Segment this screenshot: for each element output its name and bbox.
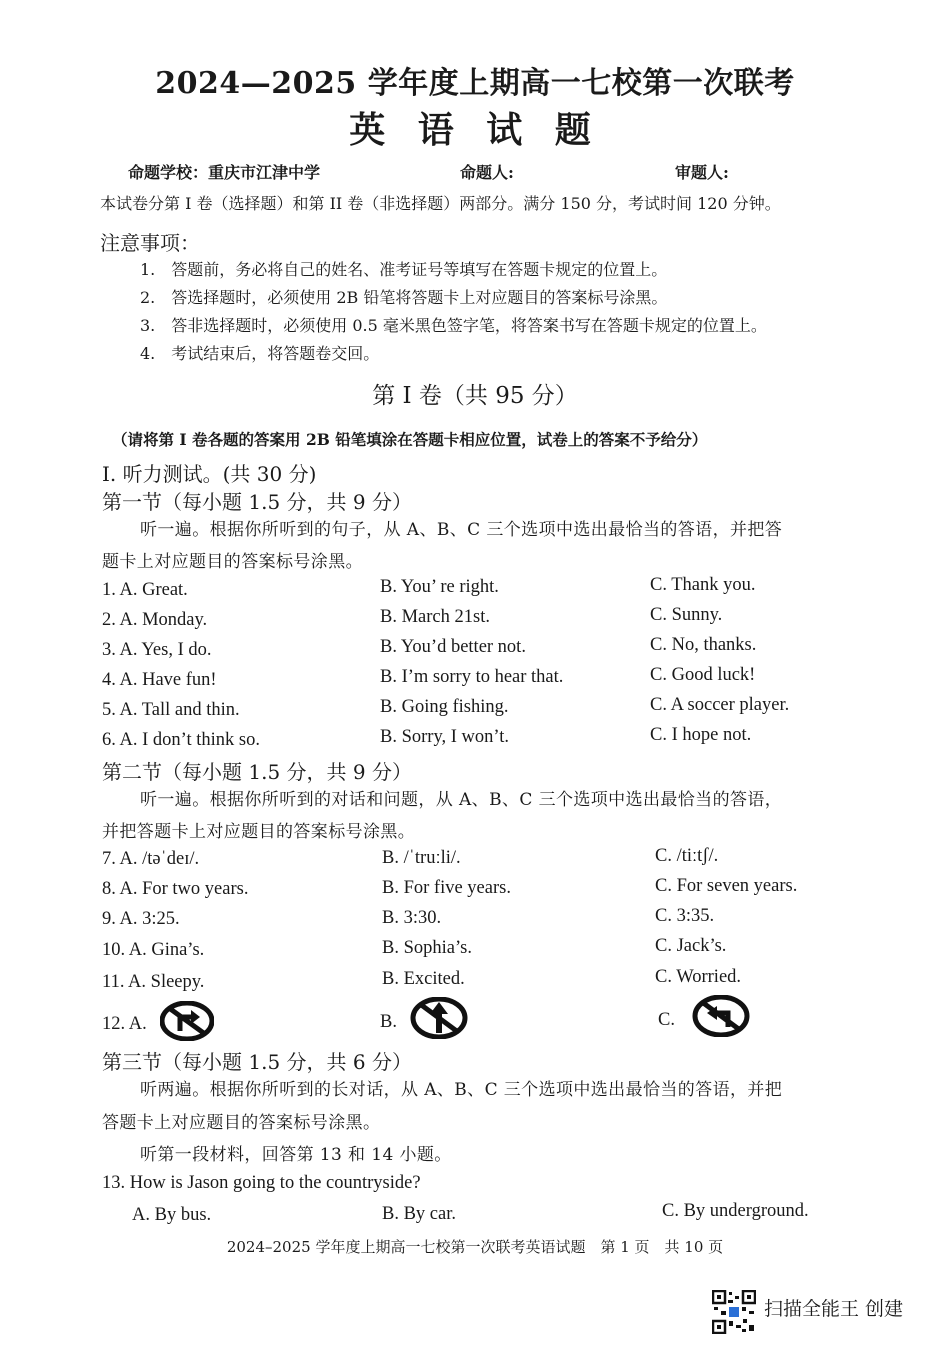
material-instruction: 听第一段材料，回答第 13 和 14 小题。 — [140, 1145, 452, 1165]
q11-option-a: 11. A. Sleepy. — [102, 972, 205, 992]
part-title: 第 I 卷（共 95 分） — [372, 383, 578, 409]
q8-option-b: B. For five years. — [382, 878, 511, 898]
q1-option-b: B. You’ re right. — [380, 577, 499, 597]
q5-option-c: C. A soccer player. — [650, 695, 790, 715]
q13-option-b: B. By car. — [382, 1204, 456, 1224]
q2-option-a: 2. A. Monday. — [102, 610, 208, 630]
q12-option-b: B. — [380, 1012, 397, 1032]
q10-option-b: B. Sophia’s. — [382, 938, 472, 958]
q3-option-c: C. No, thanks. — [650, 635, 757, 655]
q7-option-c: C. /tiːtʃ/. — [655, 846, 719, 866]
q4-option-c: C. Good luck! — [650, 665, 756, 685]
author-label: 命题人: — [460, 163, 514, 182]
q9-option-a: 9. A. 3:25. — [102, 909, 180, 929]
q2-option-c: C. Sunny. — [650, 605, 723, 625]
q7-option-b: B. /ˈtruːli/. — [382, 848, 461, 868]
section3-heading: 第三节（每小题 1.5 分，共 6 分） — [102, 1050, 412, 1074]
q6-option-c: C. I hope not. — [650, 725, 752, 745]
listening-title: I. 听力测试。(共 30 分) — [102, 462, 317, 486]
q2-option-b: B. March 21st. — [380, 607, 490, 627]
q5-option-a: 5. A. Tall and thin. — [102, 700, 240, 720]
q13-question: 13. How is Jason going to the countryside? — [102, 1173, 421, 1193]
exam-subject: 英 语 试 题 — [349, 109, 601, 151]
no-left-turn-sign-icon — [692, 995, 750, 1041]
section2-heading: 第二节（每小题 1.5 分，共 9 分） — [102, 760, 412, 784]
section1-instruction: 听一遍。根据你所听到的句子，从 A、B、C 三个选项中选出最恰当的答语，并把答 — [140, 520, 783, 540]
q6-option-a: 6. A. I don’t think so. — [102, 730, 260, 750]
q12-option-a: 12. A. — [102, 1014, 147, 1034]
q11-option-b: B. Excited. — [382, 969, 465, 989]
page-footer: 2024–2025 学年度上期高一七校第一次联考英语试题 第 1 页 共 10 页 — [226, 1238, 724, 1256]
q12-option-c: C. — [658, 1010, 675, 1030]
q13-option-c: C. By underground. — [662, 1201, 809, 1221]
section1-instruction: 题卡上对应题目的答案标号涂黑。 — [102, 552, 363, 572]
exam-title: 2024—2025 学年度上期高一七校第一次联考 — [155, 66, 795, 101]
no-right-turn-sign-icon — [160, 1001, 214, 1045]
q1-option-a: 1. A. Great. — [102, 580, 188, 600]
note-item: 1. 答题前，务必将自己的姓名、准考证号等填写在答题卡规定的位置上。 — [140, 260, 668, 279]
q10-option-a: 10. A. Gina’s. — [102, 940, 205, 960]
note-item: 4. 考试结束后，将答题卷交回。 — [140, 344, 380, 363]
section2-instruction: 听一遍。根据你所听到的对话和问题，从 A、B、C 三个选项中选出最恰当的答语， — [140, 790, 783, 810]
notes-heading: 注意事项： — [100, 231, 200, 255]
q3-option-a: 3. A. Yes, I do. — [102, 640, 212, 660]
school-label: 命题学校：重庆市江津中学 — [128, 163, 321, 182]
scanner-watermark: 扫描全能王 创建 — [764, 1298, 904, 1320]
part-note: （请将第 I 卷各题的答案用 2B 铅笔填涂在答题卡相应位置，试卷上的答案不予给分） — [112, 430, 708, 449]
q3-option-b: B. You’d better not. — [380, 637, 526, 657]
section3-instruction: 答题卡上对应题目的答案标号涂黑。 — [102, 1113, 381, 1133]
q10-option-c: C. Jack’s. — [655, 936, 727, 956]
no-straight-sign-icon — [410, 997, 468, 1043]
exam-intro: 本试卷分第 I 卷（选择题）和第 II 卷（非选择题）两部分。满分 150 分，考试时间 120 分钟。 — [100, 194, 781, 213]
q5-option-b: B. Going fishing. — [380, 697, 509, 717]
q11-option-c: C. Worried. — [655, 967, 742, 987]
reviewer-label: 审题人: — [675, 163, 729, 182]
q1-option-c: C. Thank you. — [650, 575, 756, 595]
note-item: 2. 答选择题时，必须使用 2B 铅笔将答题卡上对应题目的答案标号涂黑。 — [140, 288, 668, 307]
q8-option-c: C. For seven years. — [655, 876, 798, 896]
q9-option-c: C. 3:35. — [655, 906, 715, 926]
q9-option-b: B. 3:30. — [382, 908, 442, 928]
q13-option-a: A. By bus. — [132, 1205, 212, 1225]
q4-option-b: B. I’m sorry to hear that. — [380, 667, 564, 687]
qr-code-icon — [712, 1290, 756, 1338]
q7-option-a: 7. A. /təˈdeɪ/. — [102, 849, 200, 869]
q8-option-a: 8. A. For two years. — [102, 879, 249, 899]
note-item: 3. 答非选择题时，必须使用 0.5 毫米黑色签字笔，将答案书写在答题卡规定的位置上。 — [140, 316, 767, 335]
q4-option-a: 4. A. Have fun! — [102, 670, 217, 690]
section3-instruction: 听两遍。根据你所听到的长对话，从 A、B、C 三个选项中选出最恰当的答语，并把 — [140, 1080, 783, 1100]
q6-option-b: B. Sorry, I won’t. — [380, 727, 509, 747]
section1-heading: 第一节（每小题 1.5 分，共 9 分） — [102, 490, 412, 514]
section2-instruction: 并把答题卡上对应题目的答案标号涂黑。 — [102, 822, 416, 842]
